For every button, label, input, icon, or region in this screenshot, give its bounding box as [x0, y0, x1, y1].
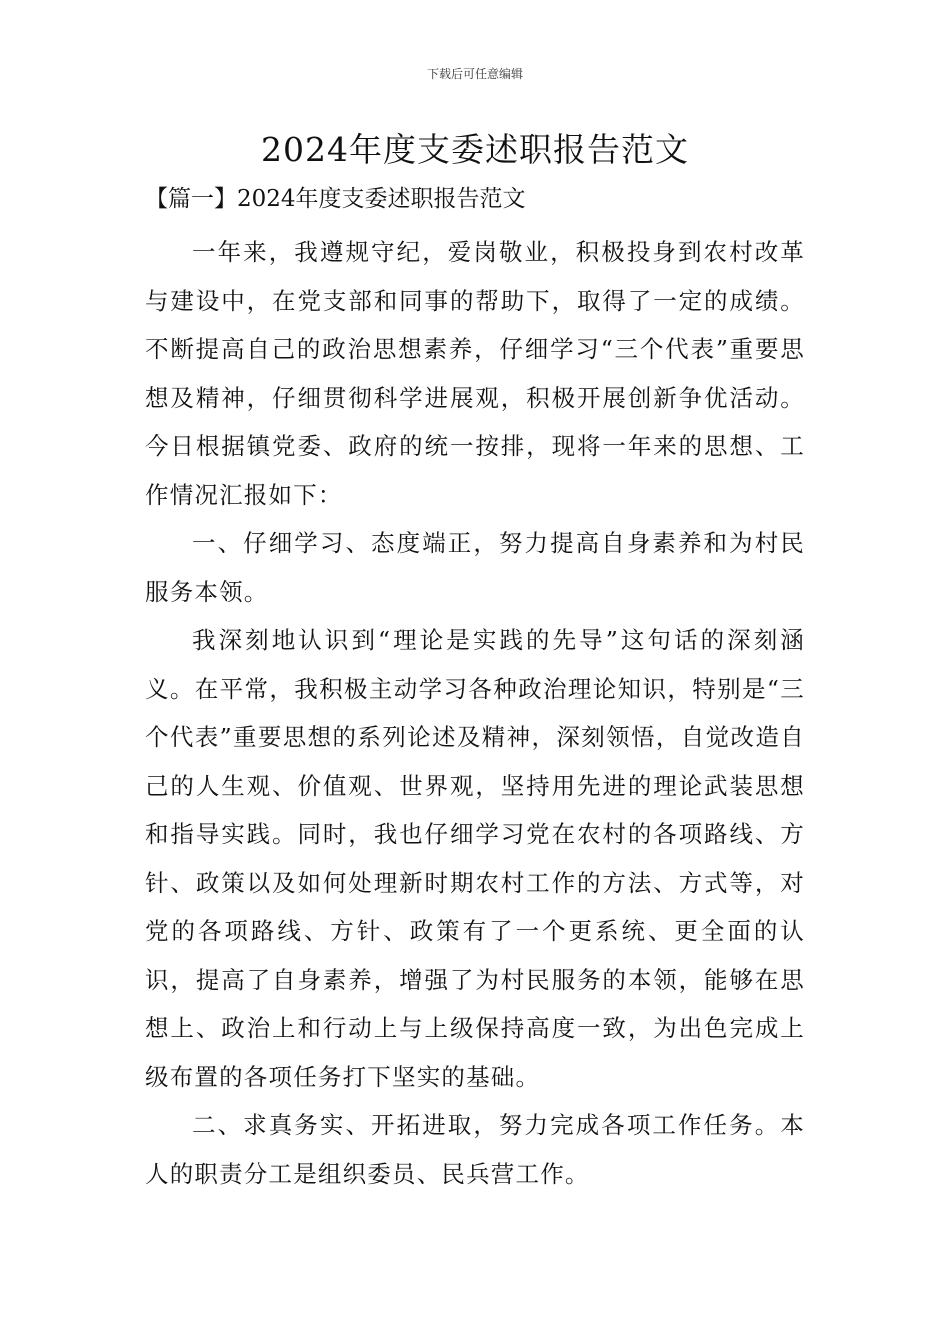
header-note: 下载后可任意编辑 [426, 67, 523, 81]
document-body [145, 228, 805, 1198]
section-heading: 【篇一】2024年度支委述职报告范文 [145, 186, 526, 212]
body-paragraph: 一年来，我遵规守纪，爱岗敬业，积极投身到农村改革与建设中，在党支部和同事的帮助下，取得了一定的成绩。不断提高自己的政治思想素养，仔细学习“三个代表”重要思想及精神，仔细贯彻科学进展观，积极开展创新争优活动。今日根据镇党委、政府的统一按排，现将一年来的思想、工作情况汇报如下： [145, 238, 805, 509]
document-title: 2024年度支委述职报告范文 [261, 130, 689, 169]
body-paragraph: 我深刻地认识到“理论是实践的先导”这句话的深刻涵义。在平常，我积极主动学习各种政治理论知识，特别是“三个代表”重要思想的系列论述及精神，深刻领悟，自觉改造自己的人生观、价值观、世界观，坚持用先进的理论武装思想和指导实践。同时，我也仔细学习党在农村的各项路线、方针、政策以及如何处理新时期农村工作的方法、方式等，对党的各项路线、方针、政策有了一个更系统、更全面的认识，提高了自身素养，增强了为村民服务的本领，能够在思想上、政治上和行动上与上级保持高度一致，为出色完成上级布置的各项任务打下坚实的基础。 [145, 626, 805, 1091]
body-paragraph: 一、仔细学习、态度端正，努力提高自身素养和为村民服务本领。 [145, 529, 805, 606]
body-paragraph: 二、求真务实、开拓进取，努力完成各项工作任务。本人的职责分工是组织委员、民兵营工作。 [145, 1111, 805, 1188]
